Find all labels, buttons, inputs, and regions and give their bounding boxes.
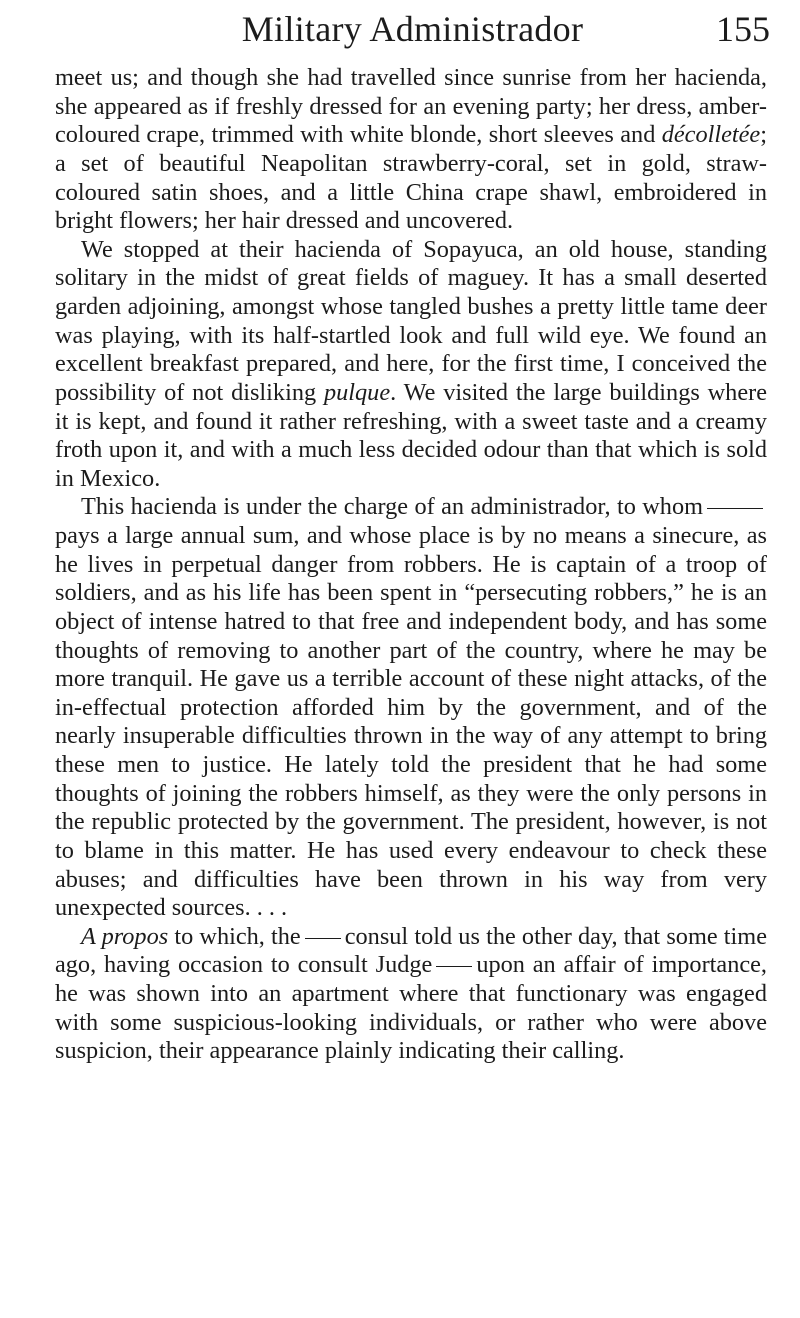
page-header [55,8,770,56]
paragraph-sopayuca: We stopped at their hacienda of Sopayuca, an old house, standing solitary in the midst of great fields of maguey. It has a small deserted garden adjoining, amongst whose tangled bushes a pretty little tame deer was playing, with its half-startled look and full wild eye. We found an excellent breakfast prepared, and here, for the first time, I conceived the possibility of not disliking pulque. We visited the large buildings where it is kept, and found it rather refreshing, with a sweet taste and a creamy froth upon it, and with a much less decided odour than that which is sold in Mexico. [55,235,767,492]
omitted-name-dash [436,966,472,967]
running-title: Military Administrador [241,9,584,49]
page-number: 155 [716,9,770,49]
omitted-name-dash [707,508,763,509]
body-text [55,64,767,1066]
paragraph-administrador: This hacienda is under the charge of an administrador, to whompays a large annual sum, and whose place is by no means a sinecure, as he lives in perpetual danger from robbers. He is captain of a troop of soldiers, and as his life has been spent in “persecuting robbers,” he is an object of intense hatred to that free and independent body, and has some thoughts of removing to another part of the country, where he may be more tranquil. He gave us a terrible account of these night attacks, of the in-effectual protection afforded him by the government, and of the nearly insuperable difficulties thrown in the way of any attempt to bring these men to justice. He lately told the president that he had some thoughts of joining the robbers himself, as they were the only persons in the republic protected by the government. The president, however, is not to blame in this matter. He has used every endeavour to check these abuses; and difficulties have been thrown in his way from very unexpected sources. . . . [55,493,767,922]
paragraph-a-propos: A propos to which, the consul told us the other day, that some time ago, having occasion to consult Judge upon an affair of importance, he was shown into an apartment where that functionary was engaged with some suspicious-looking individuals, or rather who were above suspicion, their appearance plainly indicating their calling. [55,922,767,1065]
omitted-name-dash [305,938,341,939]
paragraph-continued: meet us; and though she had travelled since sunrise from her hacienda, she appeared as if freshly dressed for an evening party; her dress, amber-coloured crape, trimmed with white blonde, short sleeves and décolletée; a set of beautiful Neapolitan strawberry-coral, set in gold, straw-coloured satin shoes, and a little China crape shawl, embroidered in bright flowers; her hair dressed and uncovered. [55,64,767,235]
